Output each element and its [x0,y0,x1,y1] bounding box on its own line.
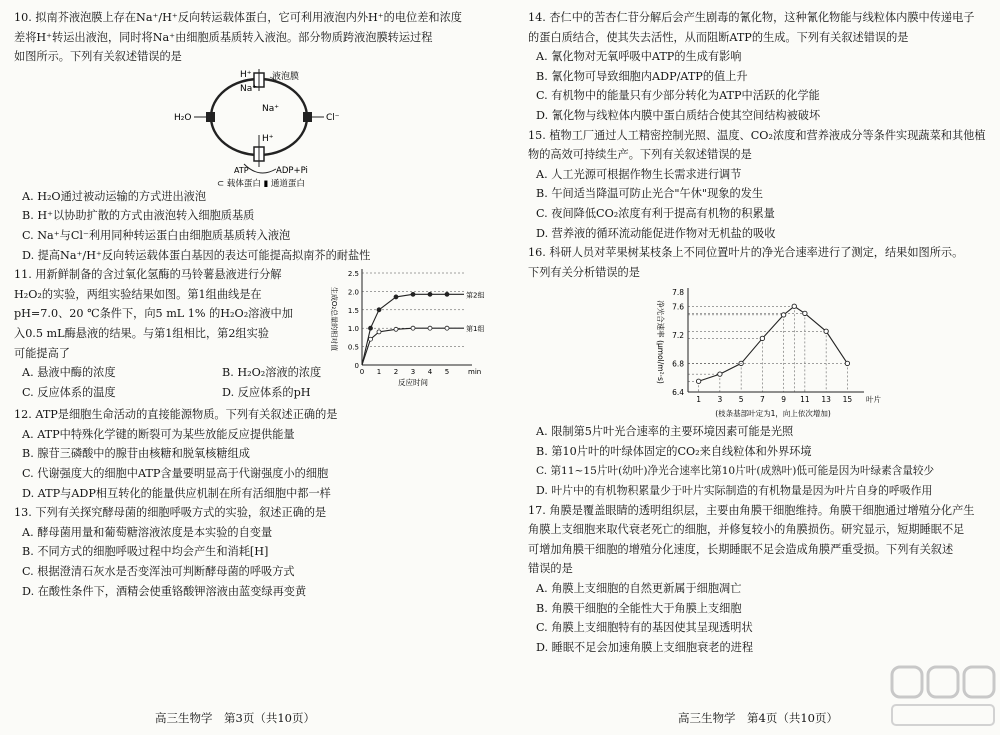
data-point [369,326,373,330]
question-15 [528,126,990,244]
y-tick-label: 7.6 [672,302,684,312]
question-17-line-4: 错误的是 [528,562,573,576]
x-tick-label: 15 [842,395,853,405]
x-tick-label: 0 [359,368,365,377]
x-axis-label: 反应时间 [398,378,428,388]
question-13-option-d[interactable]: D. 在酸性条件下，酒精会使重铬酸钾溶液由蓝变绿再变黄 [22,584,307,598]
x-tick-label: 1 [696,395,702,405]
footer-left-page-number: 高三生物学 第3页（共10页） [155,711,315,725]
y-tick-label: 1.5 [347,306,359,315]
question-15-option-a[interactable]: A. 人工光源可根据作物生长需求进行调节 [536,167,742,181]
y-tick-label: 7.2 [672,331,684,341]
y-tick-label: 0 [354,362,359,371]
x-tick-label: 9 [781,395,787,405]
question-11-line-5: 可能提高了 [14,346,70,360]
watermark-logo [888,661,998,731]
question-15-line-1: 15. 植物工厂通过人工精密控制光照、温度、CO₂浓度和营养液成分等条件实现蔬菜和其他植 [528,128,986,142]
question-13-option-b[interactable]: B. 不同方式的细胞呼吸过程中均会产生和消耗[H] [22,545,269,559]
question-10-option-b[interactable]: B. H⁺以协助扩散的方式由液泡转入细胞质基质 [22,209,255,223]
atp-label: ATP [234,165,249,175]
cl-label: Cl⁻ [326,112,340,123]
x-tick-label: 13 [821,395,831,405]
question-14-line-2: 的蛋白质结合，使其失去活性，从而阻断ATP的生成。下列有关叙述错误的是 [528,30,909,44]
question-17-option-b[interactable]: B. 角膜干细胞的全能性大于角膜上支细胞 [536,601,742,615]
x-tick-label: 7 [759,395,765,405]
question-11-option-a[interactable]: A. 悬液中酶的浓度 [22,366,116,380]
question-16-option-c[interactable]: C. 第11~15片叶(幼叶)净光合速率比第10片叶(成熟叶)低可能是因为叶绿素含量较少 [536,464,935,477]
question-11-line-4: 入0.5 mL酶悬液的结果。与第1组相比，第2组实验 [14,326,269,340]
data-point [845,362,849,366]
y-tick-label: 6.8 [672,359,684,369]
data-point [394,295,398,299]
y-tick-label: 0.5 [347,343,359,352]
question-17-option-d[interactable]: D. 睡眠不足会加速角膜上支细胞衰老的进程 [536,640,754,654]
enzyme-reaction-chart [324,265,484,390]
series-label: 第1组 [466,325,484,334]
question-10 [14,8,484,265]
chart-caption: (枝条基部叶定为1，向上依次增加) [715,409,831,419]
x-tick-label: 11 [800,395,810,405]
question-10-option-a[interactable]: A. H₂O通过被动运输的方式进出液泡 [22,189,207,203]
na-inside-label: Na⁺ [262,103,279,114]
data-point [394,327,398,331]
question-11-option-c[interactable]: C. 反应体系的温度 [22,385,116,399]
question-15-option-b[interactable]: B. 午间适当降温可防止光合"午休"现象的发生 [536,187,764,201]
y-axis-label: 净光合速率 (μmol/m²·s) [656,300,665,385]
photosynthesis-figure [528,282,990,422]
data-point [803,312,807,316]
data-point [411,326,415,330]
right-page [528,8,990,657]
question-13-line-1: 13. 下列有关探究酵母菌的细胞呼吸方式的实验，叙述正确的是 [14,506,327,520]
question-10-line-3: 如图所示。下列有关叙述错误的是 [14,50,182,64]
question-12-option-d[interactable]: D. ATP与ADP相互转化的能量供应机制在所有活细胞中都一样 [22,486,331,500]
question-14-option-d[interactable]: D. 氰化物与线粒体内膜中蛋白质结合使其空间结构被破坏 [536,108,821,122]
question-17-line-2: 角膜上支细胞来取代衰老死亡的细胞，并修复较小的角膜损伤。研究显示，短期睡眠不足 [528,523,965,537]
data-point [411,293,415,297]
series-label: 第2组 [466,291,484,300]
data-point [824,329,828,333]
data-point [428,293,432,297]
question-17 [528,501,990,658]
question-13-option-c[interactable]: C. 根据澄清石灰水是否变浑浊可判断酵母菌的呼吸方式 [22,564,295,578]
question-12-line-1: 12. ATP是细胞生命活动的直接能源物质。下列有关叙述正确的是 [14,408,338,422]
data-point [445,293,449,297]
footer-right-page-number: 高三生物学 第4页（共10页） [678,711,838,725]
data-point [760,337,764,341]
question-11-line-2: H₂O₂的实验，两组实验结果如图。第1组曲线是在 [14,287,262,301]
question-17-option-a[interactable]: A. 角膜上支细胞的自然更新属于细胞凋亡 [536,582,742,596]
data-point [445,326,449,330]
question-16 [528,243,990,501]
question-14-option-c[interactable]: C. 有机物中的能量只有少部分转化为ATP中活跃的化学能 [536,89,820,103]
x-tick-label: 3 [410,368,416,377]
vacuole-diagram-svg [14,67,484,187]
x-tick-label: 5 [444,368,450,377]
x-tick-label: 5 [738,395,744,405]
question-10-line-1: 10. 拟南芥液泡膜上存在Na⁺/H⁺反向转运载体蛋白，它可利用液泡内外H⁺的电位差和浓度 [14,11,462,24]
data-point [369,337,373,341]
question-16-option-a[interactable]: A. 限制第5片叶光合速率的主要环境因素可能是光照 [536,425,794,439]
question-12 [14,405,484,503]
question-11-line-1: 11. 用新鲜制备的含过氧化氢酶的马铃薯悬液进行分解 [14,268,282,282]
question-15-option-c[interactable]: C. 夜间降低CO₂浓度有利于提高有机物的积累量 [536,206,775,220]
question-11-line-3: pH=7.0、20 ℃条件下，向5 mL 1% 的H₂O₂溶液中加 [14,307,293,321]
figure-legend: ⊂ 载体蛋白 ▮ 通道蛋白 [217,178,305,187]
data-point [377,308,381,312]
na-top-label: Na⁺ [240,83,257,94]
x-tick-label: 2 [393,368,399,377]
y-tick-label: 6.4 [672,388,684,398]
x-tick-label: 4 [427,368,433,377]
question-17-option-c[interactable]: C. 角膜上支细胞特有的基因使其呈现透明状 [536,621,753,635]
question-16-option-d[interactable]: D. 叶片中的有机物积累量少于叶片实际制造的有机物量是因为叶片自身的呼吸作用 [536,484,933,498]
series-line [362,328,464,365]
x-tick-label: 1 [376,368,382,377]
question-11-option-d[interactable]: D. 反应体系的pH [222,385,311,399]
question-16-line-2: 下列有关分析错误的是 [528,265,640,279]
question-14 [528,8,990,126]
question-10-option-c[interactable]: C. Na⁺与Cl⁻利用同种转运蛋白由细胞质基质转入液泡 [22,228,291,242]
data-point [377,330,381,334]
question-15-option-d[interactable]: D. 营养液的循环流动能促进作物对无机盐的吸收 [536,226,776,240]
question-16-line-1: 16. 科研人员对苹果树某枝条上不同位置叶片的净光合速率进行了测定，结果如图所示。 [528,246,964,260]
question-14-option-b[interactable]: B. 氰化物可导致细胞内ADP/ATP的值上升 [536,69,748,83]
question-12-option-b[interactable]: B. 腺苷三磷酸中的腺苷由核糖和脱氧核糖组成 [22,447,250,461]
left-page [14,8,484,601]
data-point [718,372,722,376]
y-axis-label: 生成O₂总量的相对值 [330,286,338,352]
data-point [696,379,700,383]
question-14-line-1: 14. 杏仁中的苦杏仁苷分解后会产生剧毒的氰化物，这种氰化物能与线粒体内膜中传递电子 [528,11,975,24]
question-15-line-2: 物的高效可持续生产。下列有关叙述错误的是 [528,148,752,162]
question-16-option-b[interactable]: B. 第10片叶的叶绿体固定的CO₂来自线粒体和外界环境 [536,444,812,458]
question-11 [14,265,484,405]
data-point [428,326,432,330]
h2o-label: H₂O [174,112,192,123]
data-point [792,304,796,308]
y-tick-label: 1.0 [347,325,359,334]
series-line [699,307,848,382]
question-13-option-a[interactable]: A. 酵母菌用量和葡萄糖溶液浓度是本实验的自变量 [22,525,273,539]
question-14-option-a[interactable]: A. 氰化物对无氧呼吸中ATP的生成有影响 [536,50,742,64]
question-12-option-a[interactable]: A. ATP中特殊化学键的断裂可为某些放能反应提供能量 [22,427,295,441]
question-13 [14,503,484,601]
h-bottom-label: H⁺ [262,133,274,144]
membrane-label: 液泡膜 [272,71,300,82]
x-unit-label: min [468,368,482,377]
x-tick-label: 3 [717,395,723,405]
question-17-line-1: 17. 角膜是覆盖眼睛的透明组织层，主要由角膜干细胞维持。角膜干细胞通过增殖分化产生 [528,503,975,517]
question-12-option-c[interactable]: C. 代谢强度大的细胞中ATP含量要明显高于代谢强度小的细胞 [22,466,329,480]
x-axis-label: 叶片 [866,395,881,405]
photosynthesis-rate-chart [528,282,990,422]
question-17-line-3: 可增加角膜干细胞的增殖分化速度，长期睡眠不足会造成角膜严重受损。下列有关叙述 [528,542,954,556]
y-tick-label: 2.0 [347,288,359,297]
y-tick-label: 2.5 [347,270,359,279]
vacuole-membrane-figure [14,67,484,187]
adp-label: ADP+Pi [276,165,308,176]
y-tick-label: 7.8 [672,288,684,298]
question-10-line-2: 差将H⁺转运出液泡，同时将Na⁺由细胞质基质转入液泡。部分物质跨液泡膜转运过程 [14,30,433,44]
question-10-option-d[interactable]: D. 提高Na⁺/H⁺反向转运载体蛋白基因的表达可能提高拟南芥的耐盐性 [22,248,371,262]
question-11-option-b[interactable]: B. H₂O₂溶液的浓度 [222,366,322,380]
h-top-label: H⁺ [240,69,252,80]
